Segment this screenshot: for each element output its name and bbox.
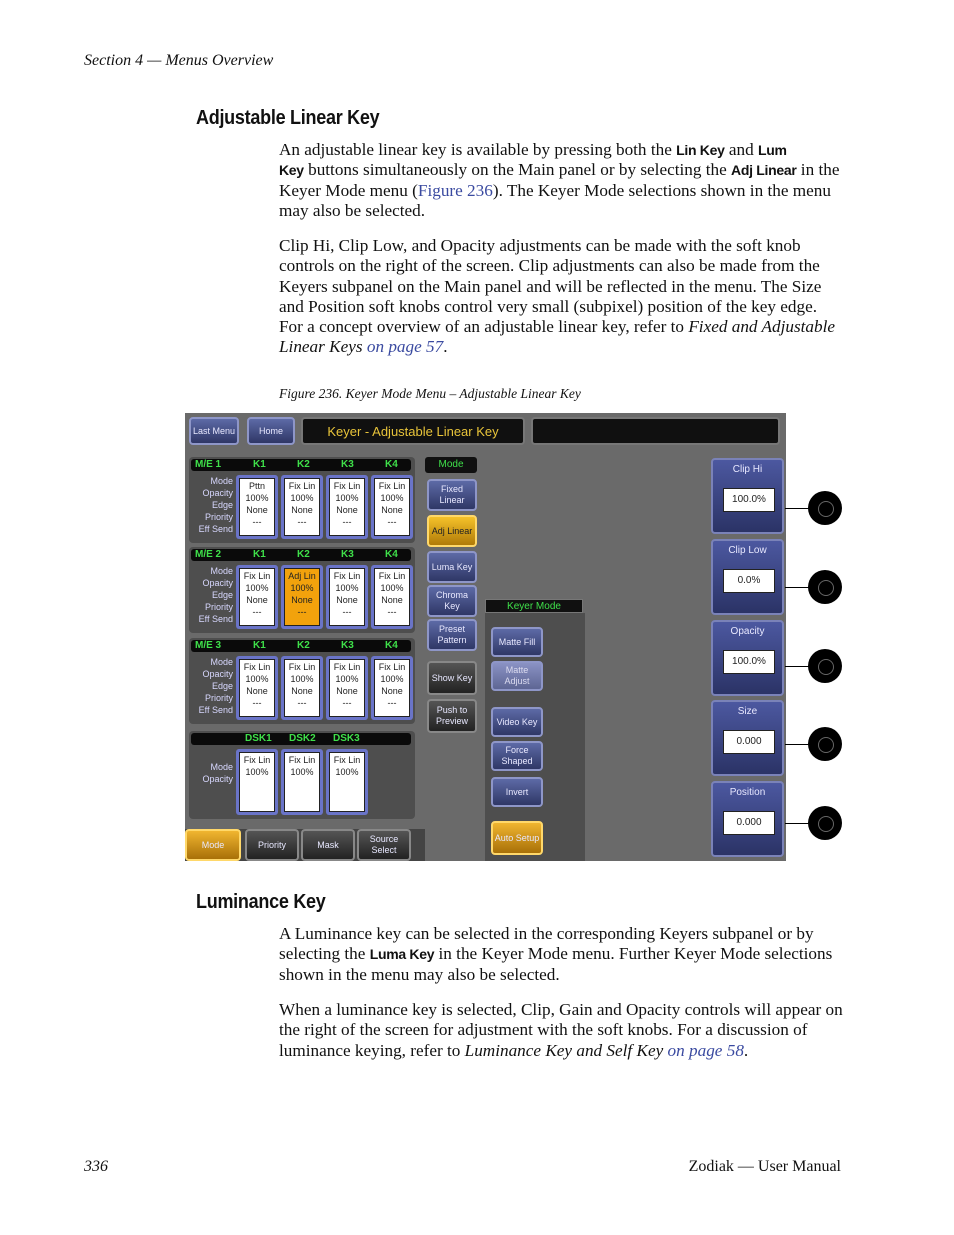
show-key-button[interactable]: Show Key	[427, 661, 477, 695]
dsk3-key-button[interactable]: Fix Lin 100%	[326, 749, 368, 815]
position-panel: Position 0.000	[711, 781, 784, 857]
dsk-group-header: DSK1 DSK2 DSK3	[191, 733, 411, 745]
knob-connector	[785, 744, 811, 745]
me1-k3-key-button[interactable]: Fix Lin 100% None ---	[326, 475, 368, 539]
knob-connector	[785, 823, 811, 824]
size-knob-icon[interactable]	[810, 729, 840, 759]
clip-low-knob-icon[interactable]	[810, 572, 840, 602]
clip-hi-panel: Clip Hi 100.0%	[711, 458, 784, 534]
key-row-labels: Mode Opacity Edge Priority Eff Send	[198, 566, 233, 624]
key-row-labels: Mode Opacity Edge Priority Eff Send	[198, 657, 233, 715]
home-button[interactable]: Home	[247, 417, 295, 445]
knob-connector	[785, 666, 811, 667]
mode-header: Mode	[425, 457, 477, 473]
me-group-header: M/E 1 K1 K2 K3 K4	[191, 459, 411, 471]
me2-k4-key-button[interactable]: Fix Lin 100% None ---	[371, 565, 413, 629]
paragraph-adjustable-intro: An adjustable linear key is available by pressing both the Lin Key and Lum Key buttons simultaneously on the Main panel or by selecting the Adj Linear in the Keyer Mode menu (Figure 236). The Keyer Mode selections shown in the menu may also be selected.	[279, 140, 840, 220]
size-value: 0.000	[723, 730, 775, 754]
tab-source-select[interactable]: Source Select	[357, 829, 411, 861]
page-57-link[interactable]: on page 57	[362, 337, 444, 357]
me3-k2-key-button[interactable]: Fix Lin 100% None ---	[281, 656, 323, 720]
last-menu-button[interactable]: Last Menu	[189, 417, 239, 445]
opacity-value: 100.0%	[723, 650, 775, 674]
me1-k4-key-button[interactable]: Fix Lin 100% None ---	[371, 475, 413, 539]
key-row-labels: Mode Opacity Edge Priority Eff Send	[198, 476, 233, 534]
running-header: Section 4 — Menus Overview	[84, 52, 274, 69]
invert-button[interactable]: Invert	[491, 777, 543, 807]
me1-k2-key-button[interactable]: Fix Lin 100% None ---	[281, 475, 323, 539]
section-heading-luminance-key: Luminance Key	[196, 891, 326, 913]
video-key-button[interactable]: Video Key	[491, 707, 543, 737]
auto-setup-button[interactable]: Auto Setup	[491, 821, 543, 855]
clip-low-value: 0.0%	[723, 569, 775, 593]
adj-linear-button[interactable]: Adj Linear	[427, 515, 477, 547]
me-group-1	[189, 457, 415, 543]
me-group-2	[189, 547, 415, 633]
position-value: 0.000	[723, 811, 775, 835]
tab-priority[interactable]: Priority	[245, 829, 299, 861]
clip-low-panel: Clip Low 0.0%	[711, 539, 784, 615]
size-panel: Size 0.000	[711, 700, 784, 776]
paragraph-luminance-controls: When a luminance key is selected, Clip, Gain and Opacity controls will appear on the right of the screen for adjustment with the soft knobs. For a discussion of luminance keying, refer to Luminance Key and Self Key on page 58.	[279, 1000, 843, 1060]
keyer-mode-header: Keyer Mode	[485, 599, 583, 613]
opacity-knob-icon[interactable]	[810, 651, 840, 681]
dsk1-key-button[interactable]: Fix Lin 100%	[236, 749, 278, 815]
preset-pattern-button[interactable]: Preset Pattern	[427, 619, 477, 651]
paragraph-clip-adjustments: Clip Hi, Clip Low, and Opacity adjustments can be made with the soft knob controls on the right of the screen. Clip adjustments can also be made from the Keyers subpanel on the Main panel and will be reflected in the menu. The Size and Position soft knobs control very small (subpixel) position of the key edge. For a concept overview of an adjustable linear key, refer to Fixed and Adjustable Linear Keys on page 57.	[279, 236, 836, 357]
fixed-linear-button[interactable]: Fixed Linear	[427, 479, 477, 511]
clip-hi-value: 100.0%	[723, 488, 775, 512]
dsk-row-labels: Mode Opacity	[202, 762, 233, 784]
title-status-area	[531, 417, 780, 445]
figure-caption: Figure 236. Keyer Mode Menu – Adjustable Linear Key	[279, 386, 581, 401]
clip-hi-knob-icon[interactable]	[810, 493, 840, 523]
page-58-link[interactable]: on page 58	[663, 1040, 744, 1060]
opacity-panel: Opacity 100.0%	[711, 620, 784, 696]
paragraph-luminance-intro: A Luminance key can be selected in the corresponding Keyers subpanel or by selecting the Luma Key in the Keyer Mode menu. Further Keyer Mode selections shown in the menu may also be selected.	[279, 924, 833, 984]
me3-k1-key-button[interactable]: Fix Lin 100% None ---	[236, 656, 278, 720]
menu-title: Keyer - Adjustable Linear Key	[301, 417, 525, 445]
page-number: 336	[84, 1158, 108, 1175]
me3-k3-key-button[interactable]: Fix Lin 100% None ---	[326, 656, 368, 720]
knob-connector	[785, 587, 811, 588]
keyer-mode-menu-screenshot	[185, 413, 786, 861]
luma-key-button[interactable]: Luma Key	[427, 551, 477, 583]
force-shaped-button[interactable]: Force Shaped	[491, 741, 543, 771]
position-knob-icon[interactable]	[810, 808, 840, 838]
matte-adjust-button[interactable]: Matte Adjust	[491, 661, 543, 691]
dsk2-key-button[interactable]: Fix Lin 100%	[281, 749, 323, 815]
me2-k2-key-button[interactable]: Adj Lin 100% None ---	[281, 565, 323, 629]
me-group-3	[189, 638, 415, 724]
knob-connector	[785, 508, 811, 509]
me-group-header: M/E 2 K1 K2 K3 K4	[191, 549, 411, 561]
me-group-header: M/E 3 K1 K2 K3 K4	[191, 640, 411, 652]
matte-fill-button[interactable]: Matte Fill	[491, 627, 543, 657]
chroma-key-button[interactable]: Chroma Key	[427, 585, 477, 617]
tab-mode[interactable]: Mode	[185, 829, 241, 861]
tab-mask[interactable]: Mask	[301, 829, 355, 861]
me2-k3-key-button[interactable]: Fix Lin 100% None ---	[326, 565, 368, 629]
footer-title: Zodiak — User Manual	[688, 1158, 841, 1175]
me2-k1-key-button[interactable]: Fix Lin 100% None ---	[236, 565, 278, 629]
push-to-preview-button[interactable]: Push to Preview	[427, 699, 477, 733]
dsk-group	[189, 731, 415, 819]
me3-k4-key-button[interactable]: Fix Lin 100% None ---	[371, 656, 413, 720]
me1-k1-key-button[interactable]: Pttn 100% None ---	[236, 475, 278, 539]
figure-236-link[interactable]: Figure 236	[417, 180, 493, 200]
section-heading-adjustable-linear-key: Adjustable Linear Key	[196, 107, 380, 129]
